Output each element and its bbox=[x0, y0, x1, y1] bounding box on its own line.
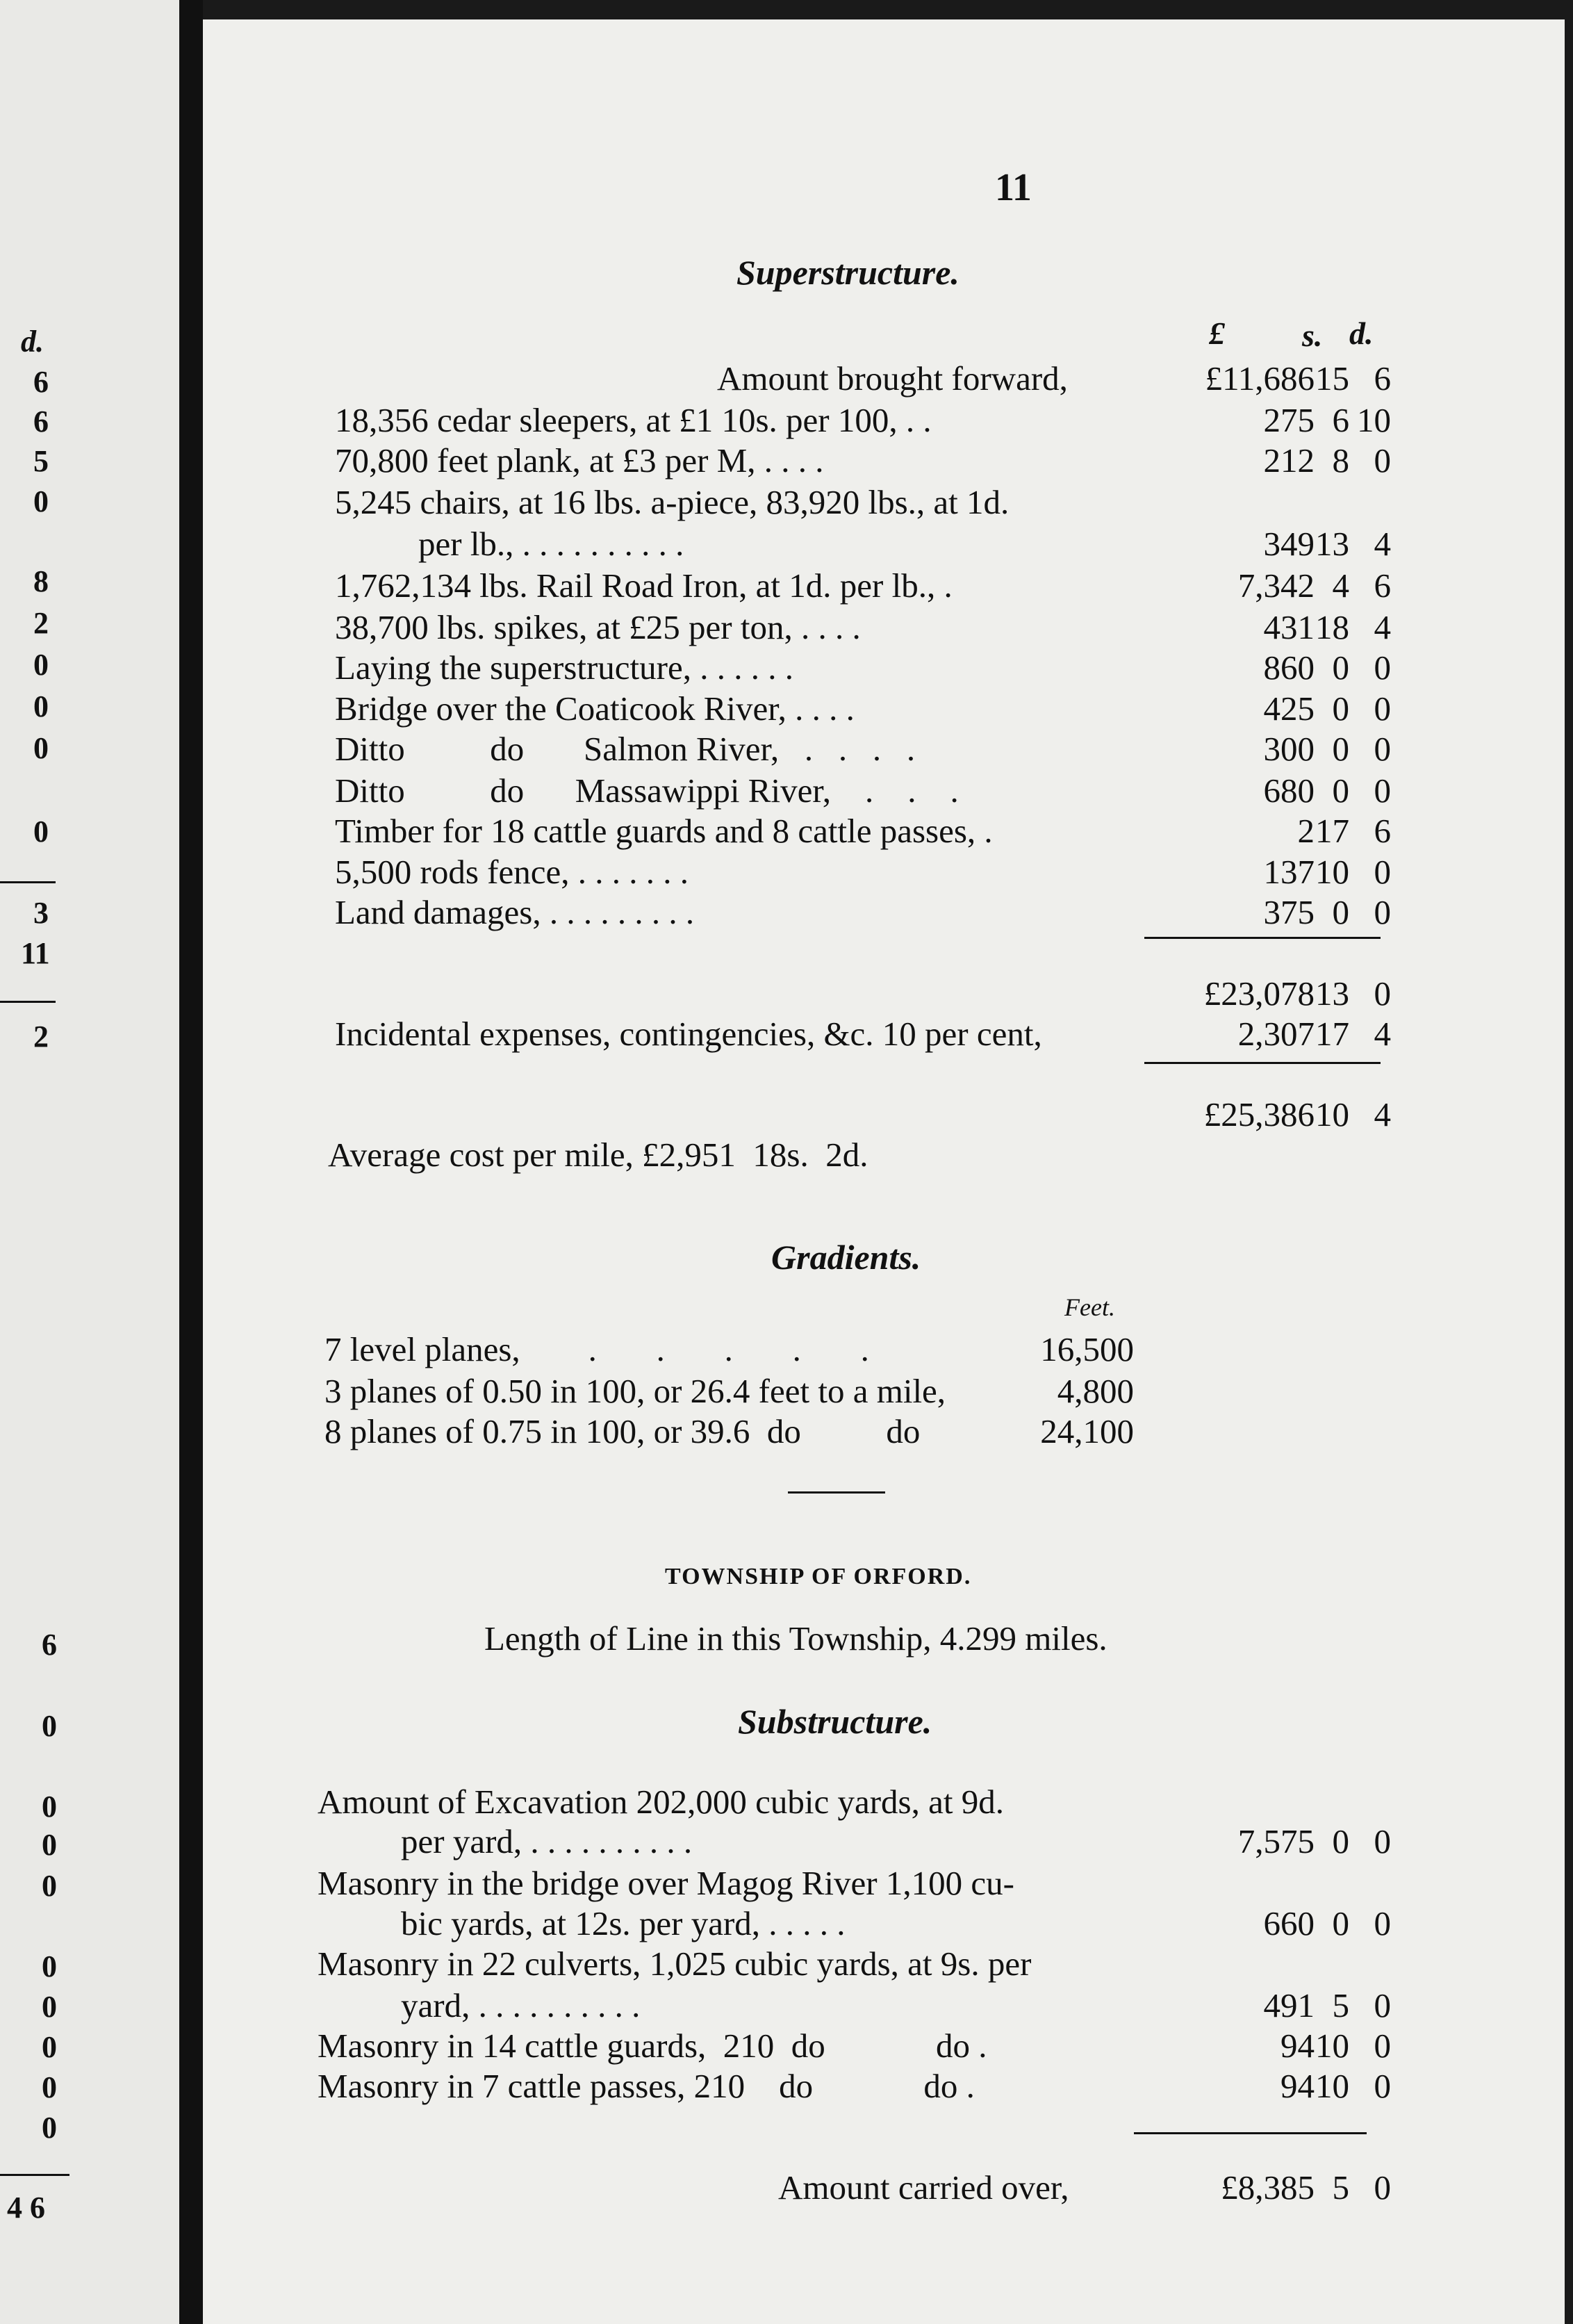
pounds-cell: 680 bbox=[1263, 771, 1315, 810]
total-pence: 4 bbox=[1374, 1095, 1391, 1134]
total-pounds: £25,386 bbox=[1203, 1095, 1315, 1134]
table-row-label: Amount of Excavation 202,000 cubic yards, at 9d. bbox=[318, 1783, 1004, 1821]
book-binding-gutter bbox=[179, 0, 203, 2324]
pounds-cell: 660 bbox=[1263, 1904, 1315, 1942]
facing-page-digit: 0 bbox=[33, 815, 49, 849]
facing-page-digit: 4 6 bbox=[7, 2191, 45, 2225]
table-row-label: 70,800 feet plank, at £3 per M, . . . . bbox=[335, 441, 824, 480]
table-row-label: Ditto do Massawippi River, . . . bbox=[335, 771, 959, 810]
facing-page-digit: 8 bbox=[33, 564, 49, 598]
pence-cell: 0 bbox=[1374, 771, 1391, 810]
pounds-cell: 212 bbox=[1263, 441, 1315, 480]
pence-cell: 6 bbox=[1374, 812, 1391, 850]
pounds-cell: 2 bbox=[1297, 812, 1315, 850]
facing-page-rule bbox=[0, 1001, 56, 1003]
table-row-label: 1,762,134 lbs. Rail Road Iron, at 1d. per lb., . bbox=[335, 566, 953, 605]
shillings-cell: 17 bbox=[1315, 812, 1349, 850]
carried-over-pounds: £8,385 bbox=[1221, 2168, 1315, 2207]
pounds-cell: 7,575 bbox=[1237, 1822, 1315, 1860]
page-number: 11 bbox=[995, 166, 1032, 209]
carried-over-shillings: 5 bbox=[1332, 2168, 1349, 2207]
total-rule bbox=[1144, 1062, 1381, 1064]
facing-page-digit: 0 bbox=[42, 2111, 57, 2145]
pounds-cell: 7,342 bbox=[1237, 566, 1315, 605]
pounds-cell: 275 bbox=[1263, 401, 1315, 439]
pence-cell: 0 bbox=[1374, 2027, 1391, 2065]
facing-page-d-header: d. bbox=[21, 325, 44, 359]
table-row-label: 18,356 cedar sleepers, at £1 10s. per 100, . . bbox=[335, 401, 932, 439]
facing-page-digit: 0 bbox=[33, 484, 49, 518]
subtotal-rule bbox=[1144, 937, 1381, 939]
table-row-label: Timber for 18 cattle guards and 8 cattle passes, . bbox=[335, 812, 993, 850]
shillings-column-header: s. bbox=[1302, 318, 1323, 353]
facing-page-digit: 0 bbox=[42, 1709, 57, 1743]
table-row-label: Amount brought forward, bbox=[717, 359, 1068, 398]
pence-cell: 6 bbox=[1374, 566, 1391, 605]
shillings-cell: 0 bbox=[1332, 771, 1349, 810]
shillings-cell: 0 bbox=[1332, 1904, 1349, 1942]
pounds-cell: 491 bbox=[1263, 1986, 1315, 2024]
pence-cell: 6 bbox=[1374, 359, 1391, 398]
township-heading: TOWNSHIP OF ORFORD. bbox=[665, 1564, 972, 1589]
pence-cell: 0 bbox=[1374, 853, 1391, 891]
gradient-feet-cell: 4,800 bbox=[1057, 1372, 1134, 1410]
facing-page-rule bbox=[0, 881, 56, 883]
average-cost-line: Average cost per mile, £2,951 18s. 2d. bbox=[328, 1136, 868, 1174]
shillings-cell: 0 bbox=[1332, 730, 1349, 768]
gradient-row-label: 8 planes of 0.75 in 100, or 39.6 do do bbox=[324, 1412, 921, 1450]
gradient-feet-cell: 24,100 bbox=[1040, 1412, 1134, 1450]
pounds-cell: 425 bbox=[1263, 689, 1315, 728]
pounds-cell: £11,686 bbox=[1205, 359, 1315, 398]
carried-over-rule bbox=[1134, 2132, 1367, 2134]
pence-cell: 0 bbox=[1374, 2067, 1391, 2105]
pence-cell: 10 bbox=[1357, 401, 1391, 439]
carried-over-pence: 0 bbox=[1374, 2168, 1391, 2207]
facing-page-digit: 0 bbox=[42, 1828, 57, 1862]
pounds-cell: 300 bbox=[1263, 730, 1315, 768]
incidental-pounds: 2,307 bbox=[1237, 1015, 1315, 1053]
pounds-cell: 349 bbox=[1263, 525, 1315, 563]
facing-page-digit: 0 bbox=[33, 689, 49, 723]
table-row-label: bic yards, at 12s. per yard, . . . . . bbox=[401, 1904, 846, 1942]
subtotal-pence: 0 bbox=[1374, 974, 1391, 1013]
pence-cell: 4 bbox=[1374, 525, 1391, 563]
carried-over-label: Amount carried over, bbox=[778, 2168, 1069, 2207]
total-shillings: 10 bbox=[1315, 1095, 1349, 1134]
table-row-label: 38,700 lbs. spikes, at £25 per ton, . . . . bbox=[335, 608, 861, 646]
facing-page-rule bbox=[0, 2174, 69, 2176]
pence-cell: 0 bbox=[1374, 1904, 1391, 1942]
table-row-label: Masonry in 22 culverts, 1,025 cubic yards, at 9s. per bbox=[318, 1945, 1032, 1983]
pounds-cell: 860 bbox=[1263, 648, 1315, 687]
table-row-label: per lb., . . . . . . . . . . bbox=[418, 525, 684, 563]
table-row-label: Masonry in 7 cattle passes, 210 do do . bbox=[318, 2067, 975, 2105]
facing-page-digit: 2 bbox=[33, 606, 49, 640]
feet-column-header: Feet. bbox=[1064, 1293, 1115, 1321]
table-row-label: per yard, . . . . . . . . . . bbox=[401, 1822, 693, 1860]
facing-page-digit: 2 bbox=[33, 1020, 49, 1054]
pounds-cell: 94 bbox=[1280, 2067, 1315, 2105]
incidental-expenses-label: Incidental expenses, contingencies, &c. 10 per cent, bbox=[335, 1015, 1042, 1053]
table-row-label: Ditto do Salmon River, . . . . bbox=[335, 730, 916, 768]
facing-page-fragment bbox=[0, 0, 179, 2324]
shillings-cell: 10 bbox=[1315, 2027, 1349, 2065]
gradient-feet-cell: 16,500 bbox=[1040, 1330, 1134, 1368]
table-row-label: Bridge over the Coaticook River, . . . . bbox=[335, 689, 855, 728]
pence-cell: 4 bbox=[1374, 608, 1391, 646]
table-row-label: Masonry in 14 cattle guards, 210 do do . bbox=[318, 2027, 987, 2065]
pence-cell: 0 bbox=[1374, 689, 1391, 728]
pence-cell: 0 bbox=[1374, 1822, 1391, 1860]
pounds-column-header: £ bbox=[1209, 316, 1225, 351]
shillings-cell: 0 bbox=[1332, 893, 1349, 931]
shillings-cell: 5 bbox=[1332, 1986, 1349, 2024]
facing-page-digit: 0 bbox=[42, 1990, 57, 2024]
facing-page-digit: 0 bbox=[42, 1790, 57, 1824]
shillings-cell: 15 bbox=[1315, 359, 1349, 398]
facing-page-digit: 11 bbox=[21, 936, 50, 970]
table-row-label: Masonry in the bridge over Magog River 1,100 cu- bbox=[318, 1864, 1014, 1902]
book-page bbox=[203, 19, 1565, 2324]
pounds-cell: 137 bbox=[1263, 853, 1315, 891]
table-row-label: Laying the superstructure, . . . . . . bbox=[335, 648, 793, 687]
facing-page-digit: 0 bbox=[42, 2030, 57, 2064]
pence-cell: 0 bbox=[1374, 893, 1391, 931]
pounds-cell: 94 bbox=[1280, 2027, 1315, 2065]
facing-page-digit: 6 bbox=[33, 404, 49, 439]
table-row-label: 5,245 chairs, at 16 lbs. a-piece, 83,920 lbs., at 1d. bbox=[335, 483, 1010, 521]
shillings-cell: 8 bbox=[1332, 441, 1349, 480]
shillings-cell: 13 bbox=[1315, 525, 1349, 563]
gradient-row-label: 3 planes of 0.50 in 100, or 26.4 feet to a mile, bbox=[324, 1372, 946, 1410]
section-divider bbox=[788, 1491, 885, 1494]
pence-cell: 0 bbox=[1374, 441, 1391, 480]
substructure-heading: Substructure. bbox=[738, 1702, 932, 1741]
township-length-line: Length of Line in this Township, 4.299 miles. bbox=[484, 1619, 1107, 1658]
table-row-label: Land damages, . . . . . . . . . bbox=[335, 893, 695, 931]
shillings-cell: 0 bbox=[1332, 648, 1349, 687]
facing-page-digit: 6 bbox=[42, 1628, 57, 1662]
shillings-cell: 4 bbox=[1332, 566, 1349, 605]
shillings-cell: 0 bbox=[1332, 1822, 1349, 1860]
facing-page-digit: 3 bbox=[33, 896, 49, 930]
pence-column-header: d. bbox=[1349, 316, 1374, 351]
superstructure-heading: Superstructure. bbox=[736, 253, 960, 292]
table-row-label: yard, . . . . . . . . . . bbox=[401, 1986, 641, 2024]
shillings-cell: 18 bbox=[1315, 608, 1349, 646]
pounds-cell: 431 bbox=[1263, 608, 1315, 646]
gradient-row-label: 7 level planes, . . . . . bbox=[324, 1330, 869, 1368]
facing-page-digit: 0 bbox=[33, 648, 49, 682]
pence-cell: 0 bbox=[1374, 730, 1391, 768]
gradients-heading: Gradients. bbox=[771, 1238, 921, 1277]
table-row-label: 5,500 rods fence, . . . . . . . bbox=[335, 853, 689, 891]
subtotal-pounds: £23,078 bbox=[1203, 974, 1315, 1013]
subtotal-shillings: 13 bbox=[1315, 974, 1349, 1013]
pence-cell: 0 bbox=[1374, 1986, 1391, 2024]
facing-page-digit: 0 bbox=[33, 731, 49, 765]
facing-page-digit: 5 bbox=[33, 444, 49, 478]
facing-page-digit: 0 bbox=[42, 1869, 57, 1903]
shillings-cell: 10 bbox=[1315, 2067, 1349, 2105]
incidental-shillings: 17 bbox=[1315, 1015, 1349, 1053]
facing-page-digit: 0 bbox=[42, 1949, 57, 1983]
incidental-pence: 4 bbox=[1374, 1015, 1391, 1053]
facing-page-digit: 6 bbox=[33, 365, 49, 399]
shillings-cell: 0 bbox=[1332, 689, 1349, 728]
facing-page-digit: 0 bbox=[42, 2070, 57, 2104]
pounds-cell: 375 bbox=[1263, 893, 1315, 931]
pence-cell: 0 bbox=[1374, 648, 1391, 687]
shillings-cell: 6 bbox=[1332, 401, 1349, 439]
shillings-cell: 10 bbox=[1315, 853, 1349, 891]
